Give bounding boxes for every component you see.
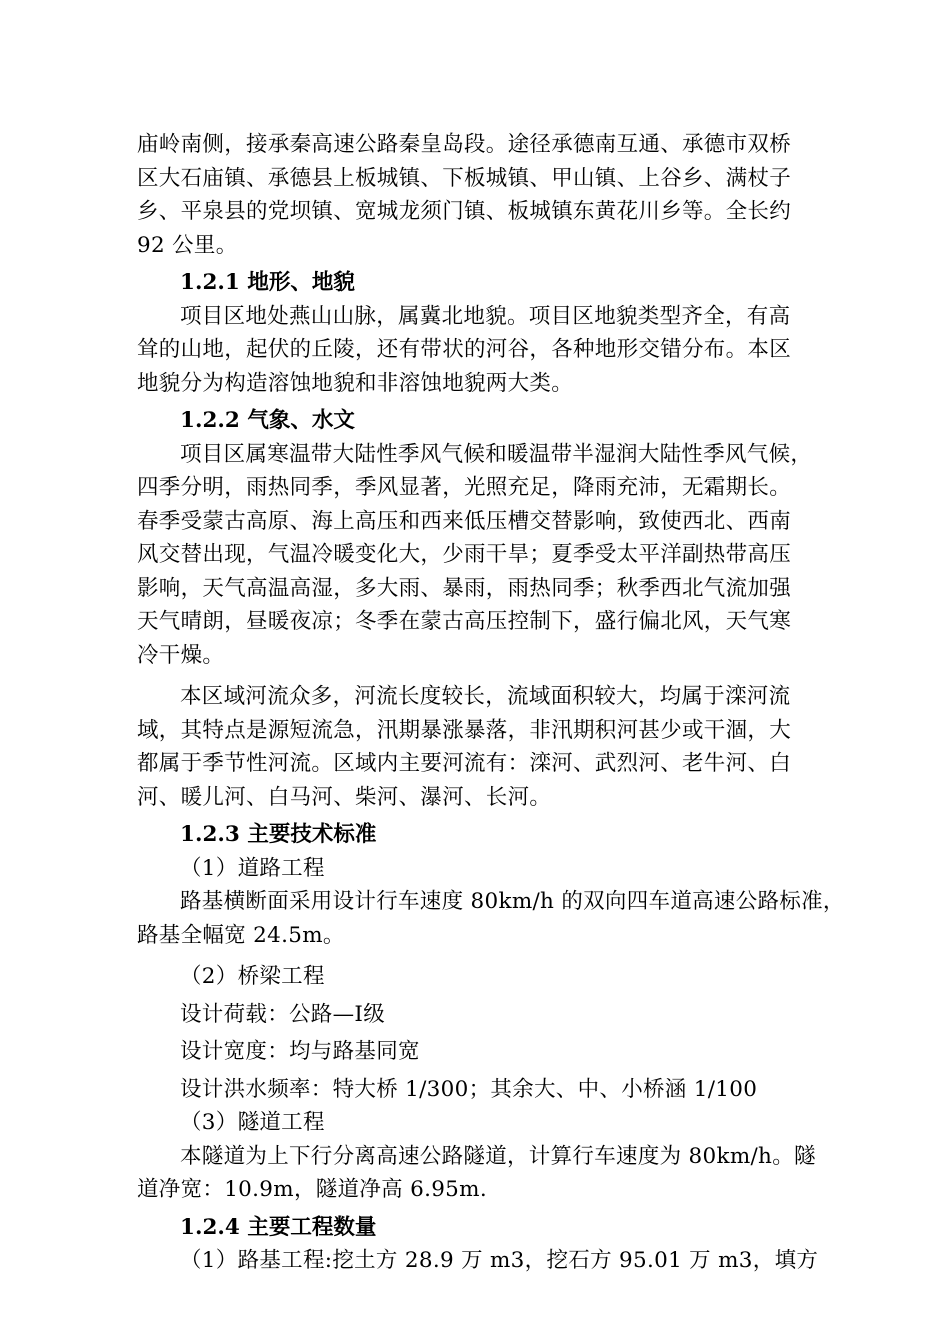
text-line: 路基横断面采用设计行车速度 80km/h 的双向四车道高速公路标准， <box>180 889 845 914</box>
text-line: 春季受蒙古高原、海上高压和西来低压槽交替影响，致使西北、西南 <box>137 508 792 534</box>
text-line: 地貌分为构造溶蚀地貌和非溶蚀地貌两大类。 <box>137 370 574 396</box>
text-line: 风交替出现，气温冷暖变化大，少雨干旱；夏季受太平洋副热带高压 <box>137 542 792 567</box>
text-line: 路基全幅宽 24.5m。 <box>137 922 345 948</box>
bridge-flood-frequency: 设计洪水频率：特大桥 1/300；其余大、中、小桥涵 1/100 <box>180 1076 758 1102</box>
terrain-paragraph <box>137 300 817 401</box>
text-line: 区大石庙镇、承德县上板城镇、下板城镇、甲山镇、上谷乡、满杖子 <box>137 165 792 191</box>
subgrade-line: （1）路基工程:挖土方 28.9 万 m3，挖石方 95.01 万 m3，填方 <box>180 1248 819 1273</box>
text-line: 四季分明，雨热同季，季风显著，光照充足，降雨充沛，无霜期长。 <box>137 475 792 500</box>
section-heading-1-2-4: 1.2.4 主要工程数量 <box>180 1214 377 1240</box>
text-line: 本隧道为上下行分离高速公路隧道，计算行车速度为 80km/h。隧 <box>180 1143 816 1169</box>
section-heading-1-2-2: 1.2.2 气象、水文 <box>180 408 355 433</box>
text-line: 域，其特点是源短流急，汛期暴涨暴落，非汛期积河甚少或干涸，大 <box>137 717 792 743</box>
bridge-subtitle: （2）桥梁工程 <box>180 964 325 989</box>
tunnel-paragraph <box>137 1140 817 1207</box>
text-line: 本区域河流众多，河流长度较长，流域面积较大，均属于滦河流 <box>180 684 791 709</box>
text-line: 耸的山地，起伏的丘陵，还有带状的河谷，各种地形交错分布。本区 <box>137 337 792 362</box>
intro-paragraph <box>137 128 817 262</box>
text-line: 都属于季节性河流。区域内主要河流有：滦河、武烈河、老牛河、白 <box>137 751 792 776</box>
text-line: 影响，天气高温高湿，多大雨、暴雨，雨热同季；秋季西北气流加强 <box>137 575 792 601</box>
text-line: 庙岭南侧，接承秦高速公路秦皇岛段。途径承德南互通、承德市双桥 <box>137 132 792 157</box>
section-heading-1-2-1: 1.2.1 地形、地貌 <box>180 270 355 295</box>
text-line: 天气晴朗，昼暖夜凉；冬季在蒙古高压控制下，盛行偏北风，天气寒 <box>137 609 792 634</box>
text-line: 道净宽：10.9m，隧道净高 6.95m. <box>137 1177 487 1202</box>
text-line: 项目区属寒温带大陆性季风气候和暖温带半湿润大陆性季风气候， <box>180 441 813 467</box>
text-line: 92 公里。 <box>137 232 238 258</box>
text-line: 河、暖儿河、白马河、柴河、瀑河、长河。 <box>137 784 552 810</box>
text-line: 乡、平泉县的党坝镇、宽城龙须门镇、板城镇东黄花川乡等。全长约 <box>137 199 792 224</box>
climate-paragraph <box>137 438 817 673</box>
road-paragraph <box>137 885 845 952</box>
bridge-width: 设计宽度：均与路基同宽 <box>180 1039 420 1064</box>
document-page <box>137 128 845 1278</box>
section-heading-1-2-3: 1.2.3 主要技术标准 <box>180 822 377 847</box>
tunnel-subtitle: （3）隧道工程 <box>180 1110 325 1135</box>
text-line: 项目区地处燕山山脉，属冀北地貌。项目区地貌类型齐全，有高 <box>180 303 791 329</box>
bridge-load: 设计荷载：公路—Ⅰ级 <box>180 1001 385 1027</box>
text-line: 冷干燥。 <box>137 642 225 668</box>
hydrology-paragraph <box>137 680 817 814</box>
road-subtitle: （1）道路工程 <box>180 855 325 881</box>
